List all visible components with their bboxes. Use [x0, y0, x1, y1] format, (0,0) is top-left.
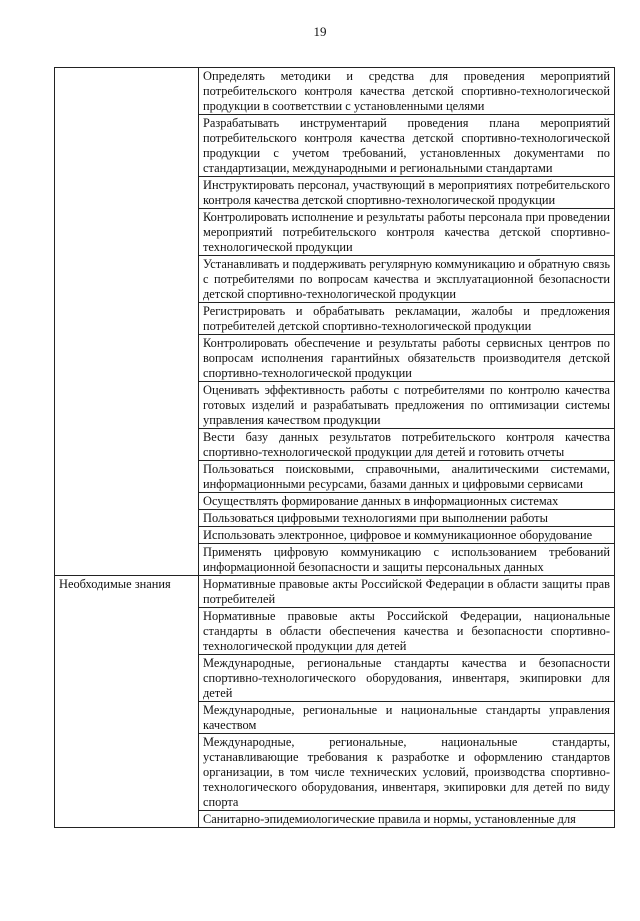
requirement-cell: Международные, региональные, национальные стандарты, устанавливающие требования к разработке и оформлению стандартов организации, в том числе технических условий, производства спортивно-технологического оборудования, инвентаря, экипировки для детей по виду спорта: [199, 734, 615, 811]
row-label: Необходимые знания: [55, 576, 199, 828]
requirement-cell: Международные, региональные стандарты качества и безопасности спортивно-технологического оборудования, инвентаря, экипировки для детей: [199, 655, 615, 702]
requirement-cell: Инструктировать персонал, участвующий в мероприятиях потребительского контроля качества детской спортивно-технологической продукции: [199, 177, 615, 209]
page-number: 19: [313, 24, 327, 39]
requirement-cell: Санитарно-эпидемиологические правила и нормы, установленные для: [199, 811, 615, 828]
requirement-cell: Устанавливать и поддерживать регулярную коммуникацию и обратную связь с потребителями по вопросам качества и эксплуатационной безопасности детской спортивно-технологической продукции: [199, 256, 615, 303]
requirement-cell: Пользоваться поисковыми, справочными, аналитическими системами, информационными ресурсами, базами данных и цифровыми сервисами: [199, 461, 615, 493]
requirements-table: [54, 67, 615, 828]
requirement-cell: Нормативные правовые акты Российской Федерации, национальные стандарты в области обеспечения качества и безопасности спортивно-технологической продукции для детей: [199, 608, 615, 655]
row-label: [55, 68, 199, 576]
requirement-cell: Пользоваться цифровыми технологиями при выполнении работы: [199, 510, 615, 527]
table-row: [55, 576, 615, 608]
requirement-cell: Контролировать обеспечение и результаты работы сервисных центров по вопросам исполнения гарантийных обязательств производителя детской спортивно-технологической продукции: [199, 335, 615, 382]
requirement-cell: Осуществлять формирование данных в информационных системах: [199, 493, 615, 510]
requirement-cell: Применять цифровую коммуникацию с использованием требований информационной безопасности и защиты персональных данных: [199, 544, 615, 576]
requirement-cell: Использовать электронное, цифровое и коммуникационное оборудование: [199, 527, 615, 544]
requirement-cell: Нормативные правовые акты Российской Федерации в области защиты прав потребителей: [199, 576, 615, 608]
requirement-cell: Разрабатывать инструментарий проведения плана мероприятий потребительского контроля качества детской спортивно-технологической продукции с учетом требований, установленных документами по стандартизации, международными и региональными стандартами: [199, 115, 615, 177]
requirement-cell: Контролировать исполнение и результаты работы персонала при проведении мероприятий потребительского контроля качества детской спортивно-технологической продукции: [199, 209, 615, 256]
requirement-cell: Оценивать эффективность работы с потребителями по контролю качества готовых изделий и разрабатывать предложения по оптимизации системы управления качеством продукции: [199, 382, 615, 429]
requirement-cell: Международные, региональные и национальные стандарты управления качеством: [199, 702, 615, 734]
table-body: [55, 68, 615, 828]
requirement-cell: Определять методики и средства для проведения мероприятий потребительского контроля качества детской спортивно-технологической продукции в соответствии с установленными целями: [199, 68, 615, 115]
table-row: [55, 68, 615, 115]
requirement-cell: Регистрировать и обрабатывать рекламации, жалобы и предложения потребителей детской спортивно-технологической продукции: [199, 303, 615, 335]
requirement-cell: Вести базу данных результатов потребительского контроля качества спортивно-технологической продукции для детей и готовить отчеты: [199, 429, 615, 461]
